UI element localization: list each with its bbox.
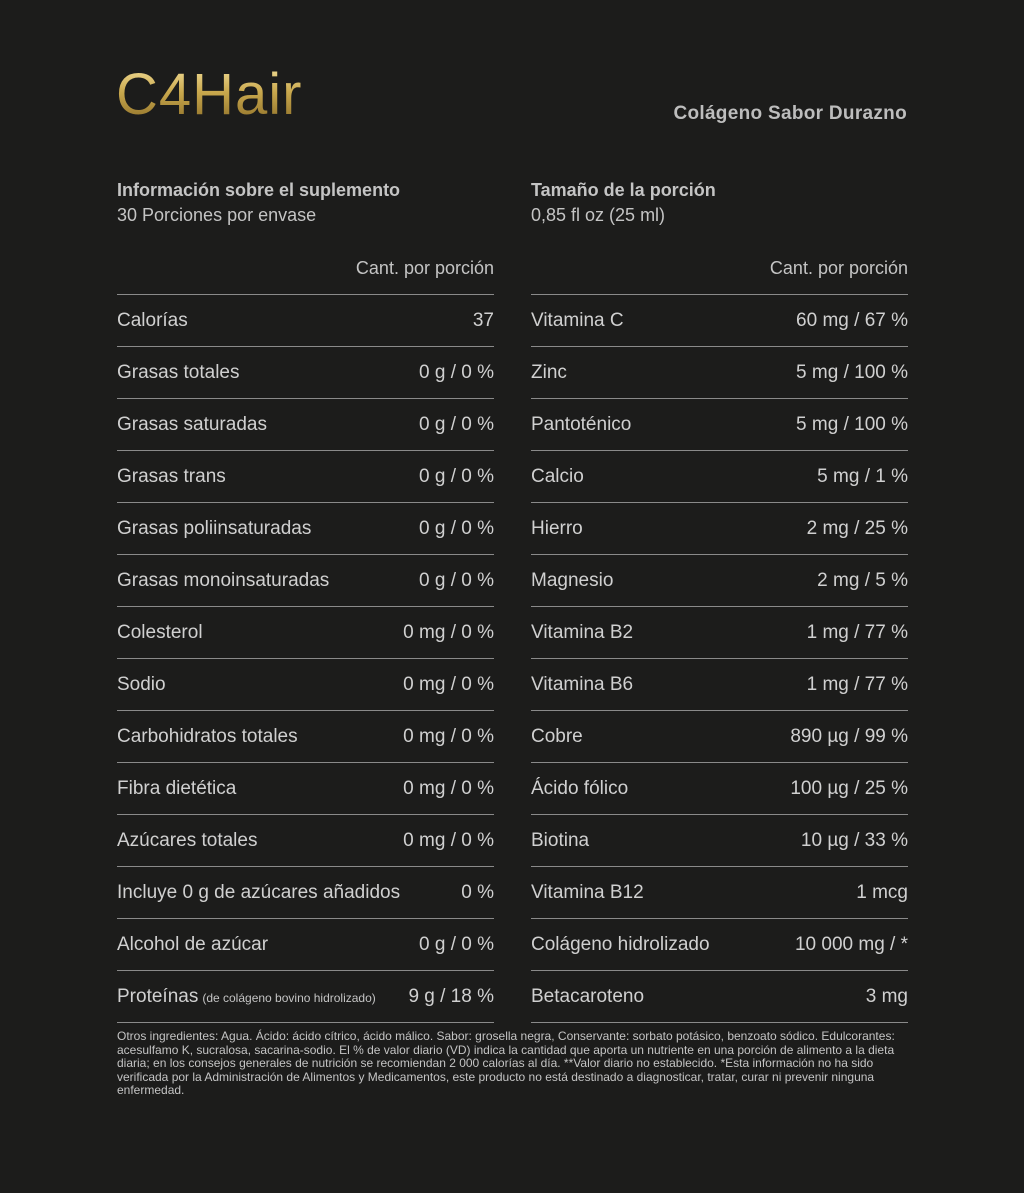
- nutrient-value: 0 g / 0 %: [419, 361, 494, 383]
- nutrient-row: [531, 919, 908, 971]
- nutrient-label-group: [531, 986, 644, 1008]
- nutrient-row: [531, 555, 908, 607]
- nutrient-label-group: [531, 882, 644, 904]
- nutrient-label-group: [117, 934, 268, 956]
- nutrient-row: [117, 763, 494, 815]
- nutrient-label-group: [531, 570, 613, 592]
- supplement-info-column: [117, 178, 494, 1023]
- nutrient-label: Cobre: [531, 725, 583, 747]
- supplement-info-title: Información sobre el suplemento: [117, 180, 401, 200]
- nutrient-label: Sodio: [117, 673, 166, 695]
- nutrient-row: [117, 919, 494, 971]
- nutrient-value: 890 µg / 99 %: [790, 725, 908, 747]
- ingredients-footnote: Otros ingredientes: Agua. Ácido: ácido cítrico, ácido málico. Sabor: grosella negra, Conservante: sorbato potásico, benzoato sódico. Edulcorantes: acesulfamo K, sucralosa, sacarina-sodio. El % de valor diario (VD) indica la cantidad que aporta un nutriente en una porción de alimento a la dieta diaria; en los consejos generales de nutrición se recomiendan 2 000 calorías al día. **Valor diario no establecido. *Esta información no ha sido verificada por la Administración de Alimentos y Medicamentos, este producto no está destinado a diagnosticar, tratar, curar ni prevenir ninguna enfermedad.: [117, 1029, 895, 1097]
- nutrient-label-group: [117, 570, 329, 592]
- nutrient-label: Azúcares totales: [117, 829, 258, 851]
- nutrient-value: 1 mg / 77 %: [806, 673, 908, 695]
- nutrient-label: Zinc: [531, 361, 567, 383]
- nutrient-label: Betacaroteno: [531, 985, 645, 1007]
- amount-per-serving-header: Cant. por porción: [531, 258, 908, 295]
- nutrient-label: Proteínas: [117, 985, 199, 1007]
- nutrient-label-group: [117, 518, 311, 540]
- nutrient-label-group: [531, 466, 584, 488]
- nutrient-label-group: [531, 674, 633, 696]
- nutrient-row: [531, 399, 908, 451]
- nutrient-value: 9 g / 18 %: [408, 985, 494, 1007]
- nutrient-row: [531, 347, 908, 399]
- nutrient-label: Colesterol: [117, 621, 203, 643]
- nutrient-label: Calorías: [117, 309, 188, 331]
- nutrient-label-group: [531, 414, 631, 436]
- nutrient-row: [531, 659, 908, 711]
- nutrient-row: [117, 815, 494, 867]
- nutrient-row: [117, 451, 494, 503]
- nutrient-label-group: [531, 778, 628, 800]
- nutrient-value: 3 mg: [865, 985, 908, 1007]
- nutrient-row: [117, 399, 494, 451]
- nutrient-label-group: [117, 466, 226, 488]
- nutrient-value: 0 mg / 0 %: [403, 673, 494, 695]
- nutrient-label-group: [117, 778, 236, 800]
- nutrient-label: Colágeno hidrolizado: [531, 933, 710, 955]
- nutrient-row: [117, 503, 494, 555]
- nutrient-label: Ácido fólico: [531, 777, 629, 799]
- nutrient-label-group: [117, 310, 188, 332]
- nutrient-value: 0 mg / 0 %: [403, 621, 494, 643]
- nutrient-value: 0 g / 0 %: [419, 933, 494, 955]
- nutrient-label-group: [117, 726, 298, 748]
- nutrient-label: Fibra dietética: [117, 777, 237, 799]
- nutrient-value: 1 mg / 77 %: [806, 621, 908, 643]
- nutrient-row: [117, 347, 494, 399]
- nutrient-value: 0 mg / 0 %: [403, 829, 494, 851]
- nutrient-row: [531, 867, 908, 919]
- nutrient-label-group: [531, 518, 583, 540]
- nutrient-value: 0 mg / 0 %: [403, 777, 494, 799]
- left-nutrient-list: [117, 295, 494, 1023]
- nutrient-label: Biotina: [531, 829, 590, 851]
- nutrient-value: 2 mg / 25 %: [806, 517, 908, 539]
- nutrient-row: [531, 503, 908, 555]
- nutrient-label: Grasas poliinsaturadas: [117, 517, 312, 539]
- nutrient-label-group: [531, 934, 710, 956]
- nutrient-row: [531, 763, 908, 815]
- nutrient-value: 2 mg / 5 %: [817, 569, 908, 591]
- brand-logo: C4Hair: [116, 62, 303, 127]
- nutrient-row: [117, 867, 494, 919]
- nutrient-label-group: [531, 362, 567, 384]
- nutrient-value: 60 mg / 67 %: [796, 309, 908, 331]
- nutrient-row: [117, 971, 494, 1023]
- nutrient-value: 0 g / 0 %: [419, 569, 494, 591]
- nutrient-label: Alcohol de azúcar: [117, 933, 269, 955]
- nutrient-value: 1 mcg: [856, 881, 908, 903]
- serving-size-title: Tamaño de la porción: [531, 180, 716, 200]
- nutrient-value: 5 mg / 1 %: [817, 465, 908, 487]
- nutrient-label-group: [117, 674, 166, 696]
- nutrient-label-group: [531, 726, 583, 748]
- nutrient-label-group: [531, 310, 624, 332]
- nutrient-label: Incluye 0 g de azúcares añadidos: [117, 881, 401, 903]
- nutrient-row: [531, 607, 908, 659]
- nutrient-row: [531, 971, 908, 1023]
- nutrient-label: Vitamina B12: [531, 881, 644, 903]
- nutrient-label-group: [531, 830, 589, 852]
- amount-per-serving-header: Cant. por porción: [117, 258, 494, 295]
- nutrient-label-group: [117, 362, 240, 384]
- serving-size-column: [531, 178, 908, 1023]
- nutrient-note: (de colágeno bovino hidrolizado): [202, 990, 376, 1005]
- nutrient-label: Carbohidratos totales: [117, 725, 298, 747]
- nutrient-value: 37: [472, 309, 494, 331]
- nutrient-row: [531, 295, 908, 347]
- nutrient-row: [531, 451, 908, 503]
- nutrient-label: Vitamina C: [531, 309, 624, 331]
- nutrient-label: Hierro: [531, 517, 583, 539]
- nutrient-row: [117, 607, 494, 659]
- nutrient-label-group: [117, 414, 267, 436]
- nutrient-label: Calcio: [531, 465, 584, 487]
- nutrient-label: Grasas totales: [117, 361, 240, 383]
- nutrient-value: 5 mg / 100 %: [796, 413, 908, 435]
- product-name: Colágeno Sabor Durazno: [673, 103, 907, 124]
- nutrient-label: Vitamina B2: [531, 621, 634, 643]
- nutrient-row: [531, 711, 908, 763]
- nutrient-label-group: [117, 830, 257, 852]
- nutrient-label: Grasas monoinsaturadas: [117, 569, 330, 591]
- nutrient-value: 100 µg / 25 %: [790, 777, 908, 799]
- nutrient-value: 0 g / 0 %: [419, 517, 494, 539]
- nutrient-value: 10 µg / 33 %: [800, 829, 908, 851]
- nutrient-value: 5 mg / 100 %: [796, 361, 908, 383]
- nutrient-label-group: [531, 622, 633, 644]
- nutrient-value: 0 g / 0 %: [419, 413, 494, 435]
- nutrient-row: [117, 711, 494, 763]
- nutrient-label: Vitamina B6: [531, 673, 634, 695]
- nutrient-label-group: [117, 986, 376, 1008]
- nutrient-row: [117, 295, 494, 347]
- nutrient-row: [117, 659, 494, 711]
- nutrient-label: Grasas trans: [117, 465, 226, 487]
- serving-size-value: 0,85 fl oz (25 ml): [531, 205, 666, 225]
- nutrient-label-group: [117, 622, 203, 644]
- nutrient-label-group: [117, 882, 400, 904]
- servings-per-container: 30 Porciones por envase: [117, 205, 317, 225]
- nutrient-label: Magnesio: [531, 569, 614, 591]
- nutrient-label: Pantoténico: [531, 413, 632, 435]
- nutrient-value: 0 %: [461, 881, 494, 903]
- nutrient-value: 0 g / 0 %: [419, 465, 494, 487]
- nutrient-label: Grasas saturadas: [117, 413, 267, 435]
- nutrient-value: 0 mg / 0 %: [403, 725, 494, 747]
- right-nutrient-list: [531, 295, 908, 1023]
- nutrient-row: [117, 555, 494, 607]
- nutrient-row: [531, 815, 908, 867]
- nutrient-value: 10 000 mg / *: [794, 933, 908, 955]
